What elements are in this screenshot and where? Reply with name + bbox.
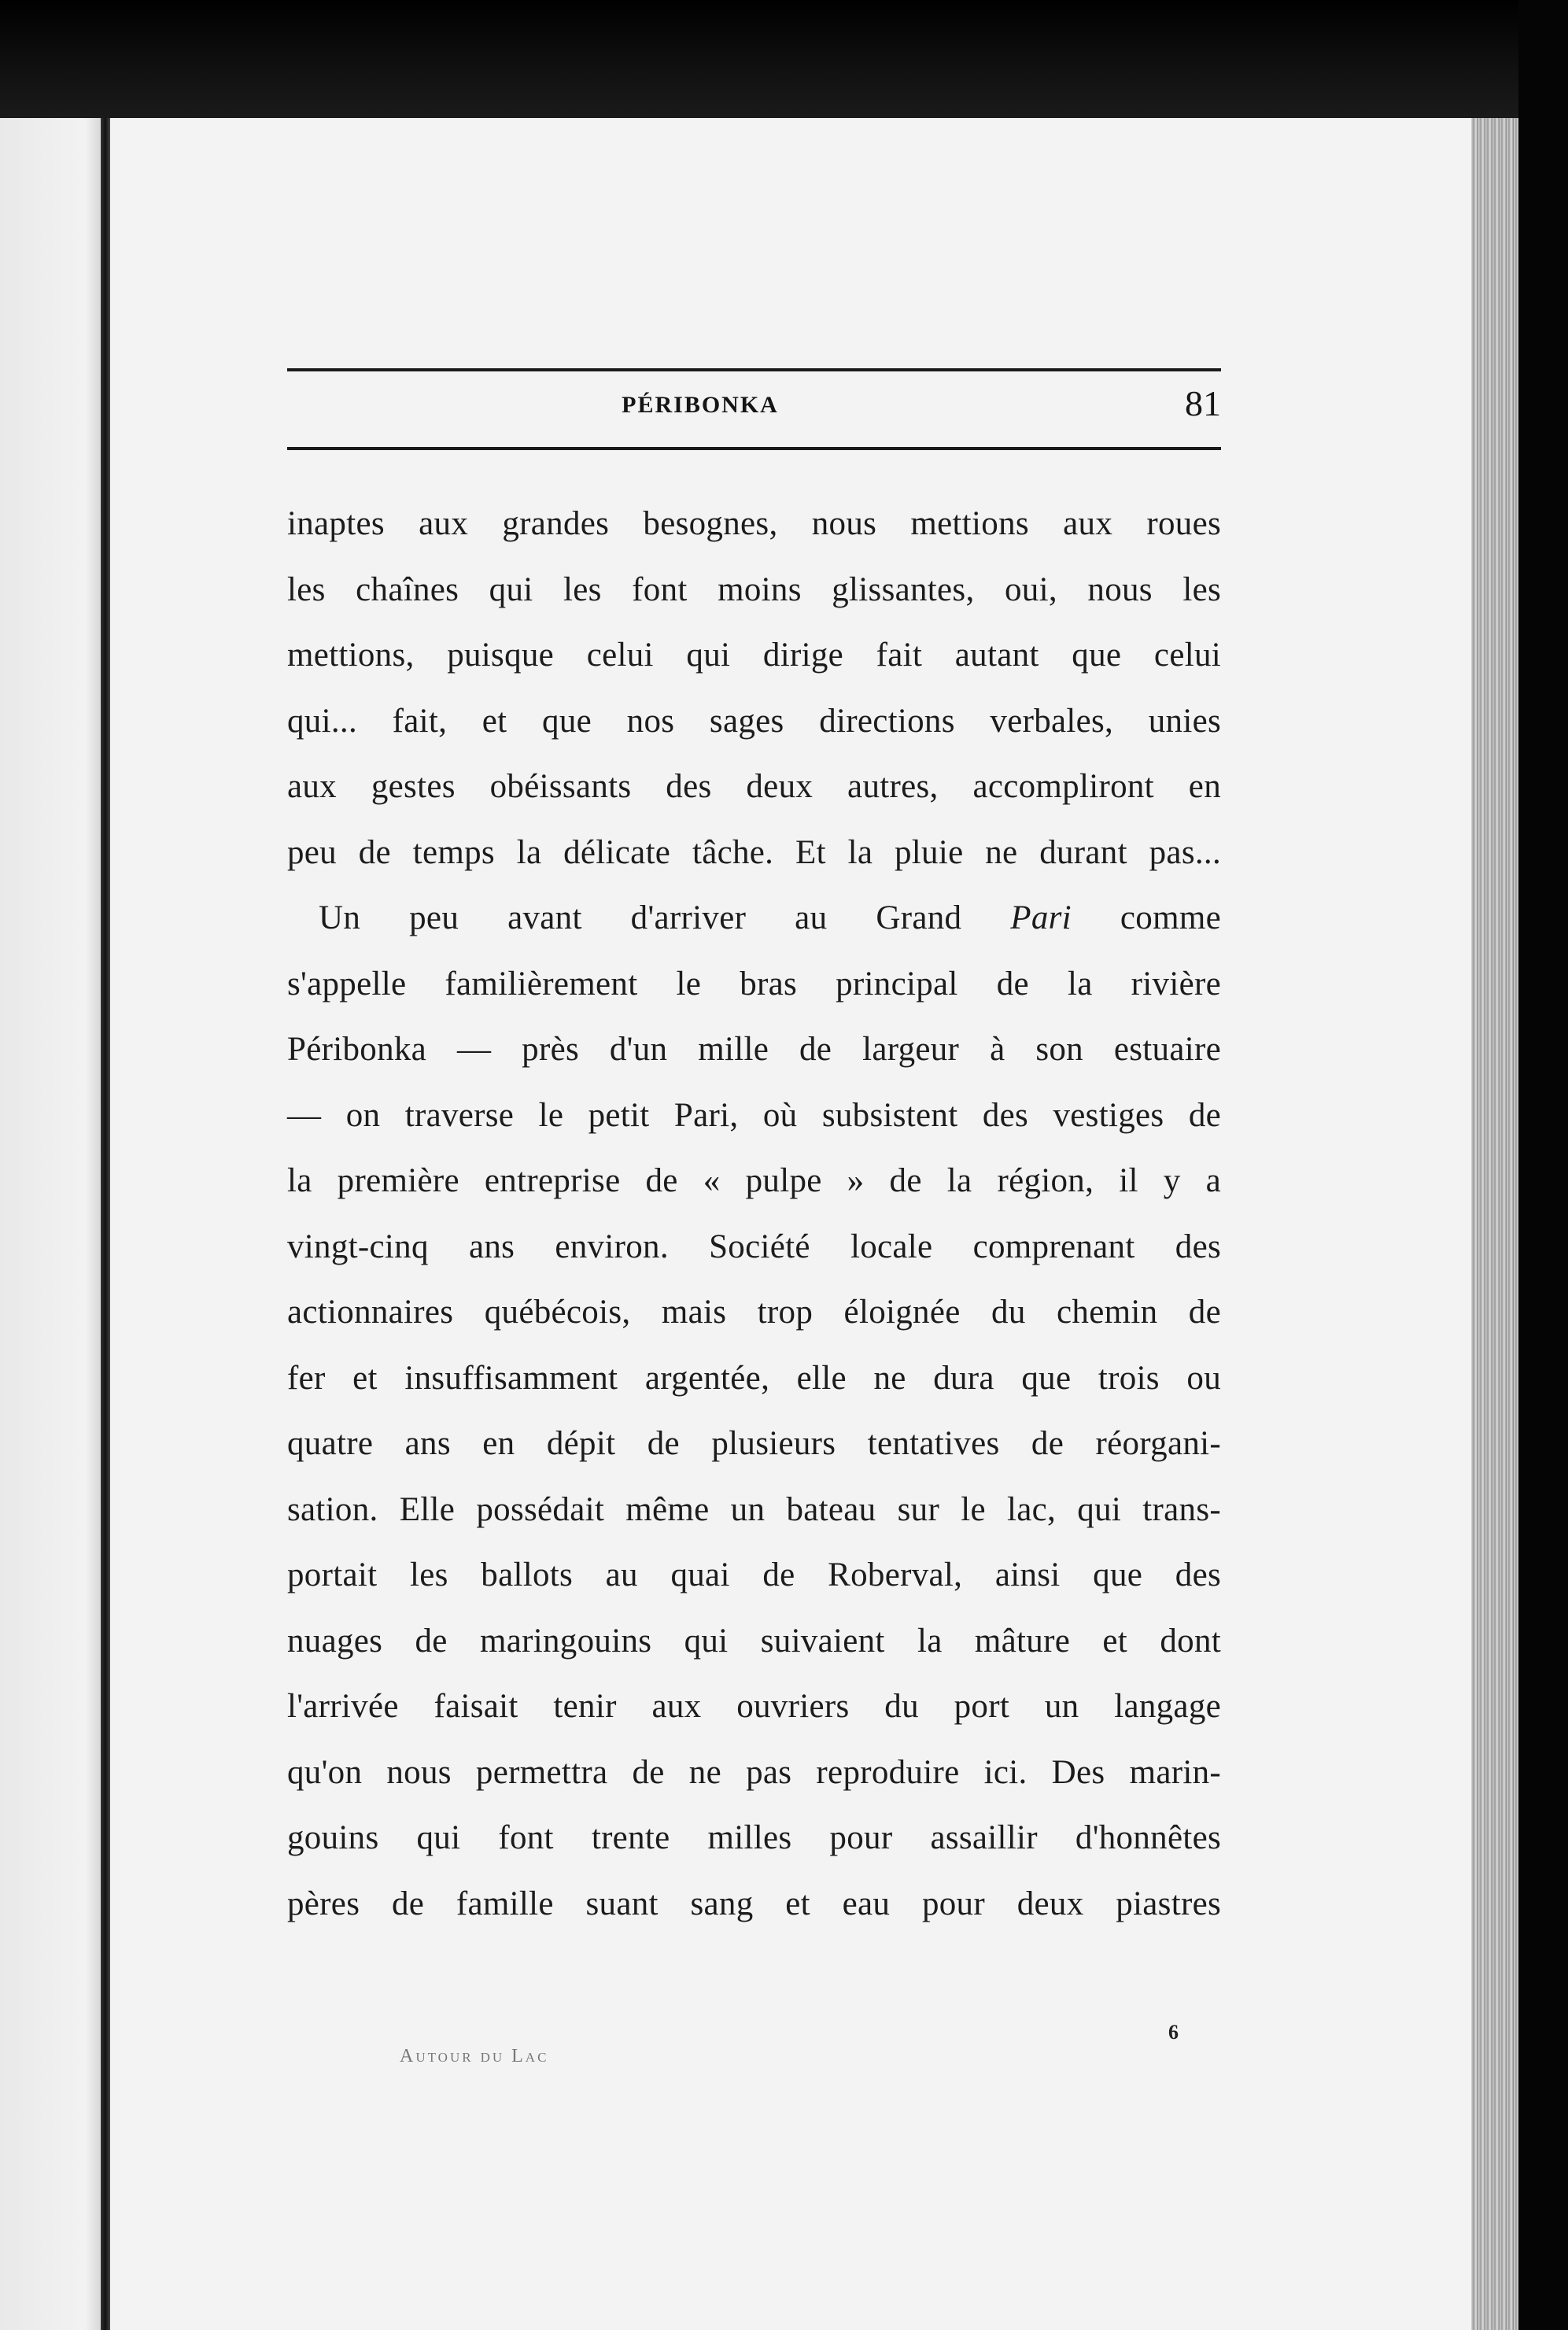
text-line: — on traverse le petit Pari, où subsistent des vestiges de (287, 1096, 1221, 1134)
signature-mark: Autour du Lac (400, 2046, 549, 2066)
running-title: PÉRIBONKA (622, 392, 779, 418)
page-number: 81 (1185, 383, 1221, 423)
body-text (287, 502, 1221, 1948)
text-line: vingt-cinq ans environ. Société locale comprenant des (287, 1228, 1221, 1265)
text-line: nuages de maringouins qui suivaient la mâture et dont (287, 1622, 1221, 1660)
text-line: mettions, puisque celui qui dirige fait autant que celui (287, 637, 1221, 674)
header-rule-top (287, 368, 1221, 371)
text-line: l'arrivée faisait tenir aux ouvriers du port un langage (287, 1688, 1221, 1725)
text-line: qui... fait, et que nos sages directions verbales, unies (287, 702, 1221, 740)
text-line: pères de famille suant sang et eau pour deux piastres (287, 1885, 1221, 1922)
text-line: sation. Elle possédait même un bateau sur le lac, qui trans- (287, 1490, 1221, 1528)
text-line: s'appelle familièrement le bras principal de la rivière (287, 965, 1221, 1003)
text-line: quatre ans en dépit de plusieurs tentatives de réorgani- (287, 1425, 1221, 1462)
facing-page-edge (0, 118, 106, 2330)
text-line: inaptes aux grandes besognes, nous mettions aux roues (287, 505, 1221, 542)
gutter-shadow (101, 118, 110, 2330)
header-rule-bottom (287, 447, 1221, 450)
film-border-right (1518, 0, 1568, 2330)
text-line: qu'on nous permettra de ne pas reproduire ici. Des marin- (287, 1753, 1221, 1791)
paragraph-first-line: Un peu avant d'arriver au Grand Pari comme (319, 899, 1221, 936)
text-line: portait les ballots au quai de Roberval, ainsi que des (287, 1556, 1221, 1593)
text-line: peu de temps la délicate tâche. Et la pluie ne durant pas... (287, 833, 1221, 871)
page-stack-edge (1471, 118, 1518, 2330)
text-line: fer et insuffisamment argentée, elle ne dura que trois ou (287, 1359, 1221, 1397)
text-line: gouins qui font trente milles pour assaillir d'honnêtes (287, 1819, 1221, 1856)
text-line: la première entreprise de « pulpe » de la région, il y a (287, 1162, 1221, 1199)
text-line: Péribonka — près d'un mille de largeur à son estuaire (287, 1031, 1221, 1068)
film-border-top (0, 0, 1568, 118)
text-line: actionnaires québécois, mais trop éloignée du chemin de (287, 1294, 1221, 1331)
signature-number: 6 (1168, 2021, 1179, 2044)
italic-term: Pari (1010, 899, 1072, 936)
text-line: aux gestes obéissants des deux autres, accompliront en (287, 768, 1221, 805)
text-line: les chaînes qui les font moins glissantes, oui, nous les (287, 570, 1221, 608)
